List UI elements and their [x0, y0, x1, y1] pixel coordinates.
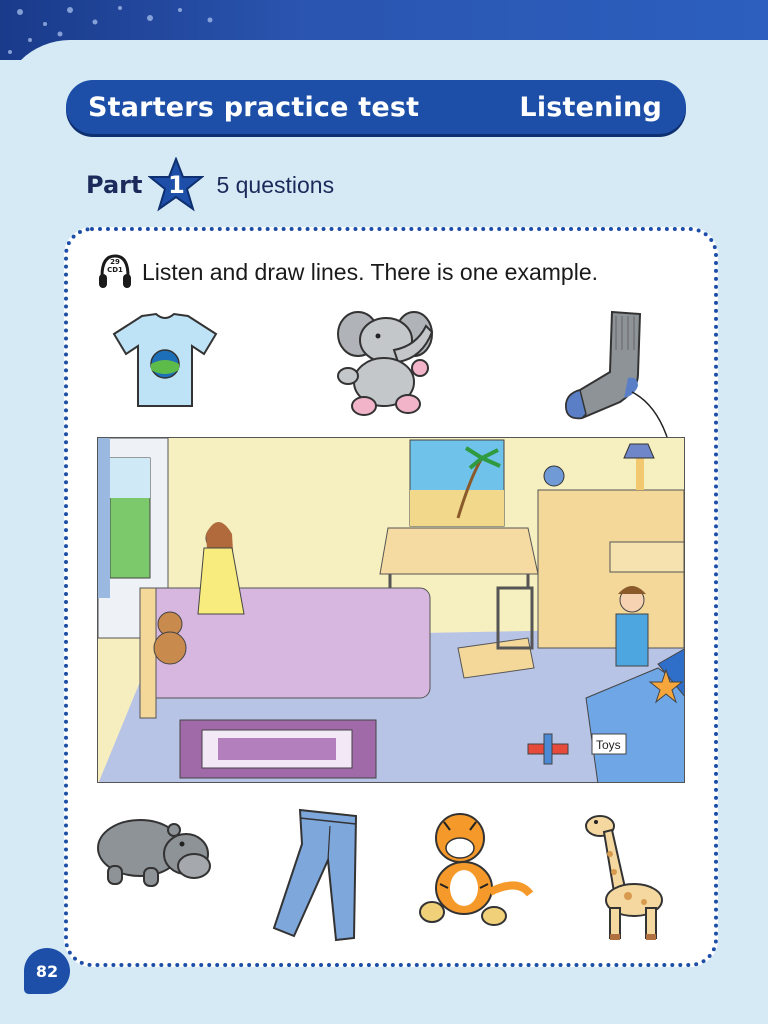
instruction-text: Listen and draw lines. There is one example. — [142, 258, 599, 285]
section-title: Listening — [519, 91, 662, 123]
cd-track-label: 29 CD1 — [107, 258, 123, 274]
instruction-row — [98, 252, 598, 292]
hippo-picture — [96, 808, 212, 888]
part-heading — [86, 158, 334, 212]
part-number: 1 — [168, 171, 185, 199]
test-title: Starters practice test — [88, 91, 420, 123]
jeans-picture — [270, 808, 362, 942]
tshirt-picture — [112, 312, 218, 410]
part-star-badge — [148, 157, 204, 213]
bedroom-scene — [97, 437, 685, 783]
question-count: 5 questions — [216, 171, 335, 198]
toy-box-label: Toys — [596, 738, 621, 752]
headphones-icon — [98, 252, 132, 292]
giraffe-picture — [580, 808, 670, 944]
page-number: 82 — [24, 948, 70, 994]
title-bar — [66, 80, 686, 134]
tiger-picture — [414, 808, 534, 926]
elephant-picture — [336, 306, 434, 418]
part-label: Part — [86, 171, 143, 199]
